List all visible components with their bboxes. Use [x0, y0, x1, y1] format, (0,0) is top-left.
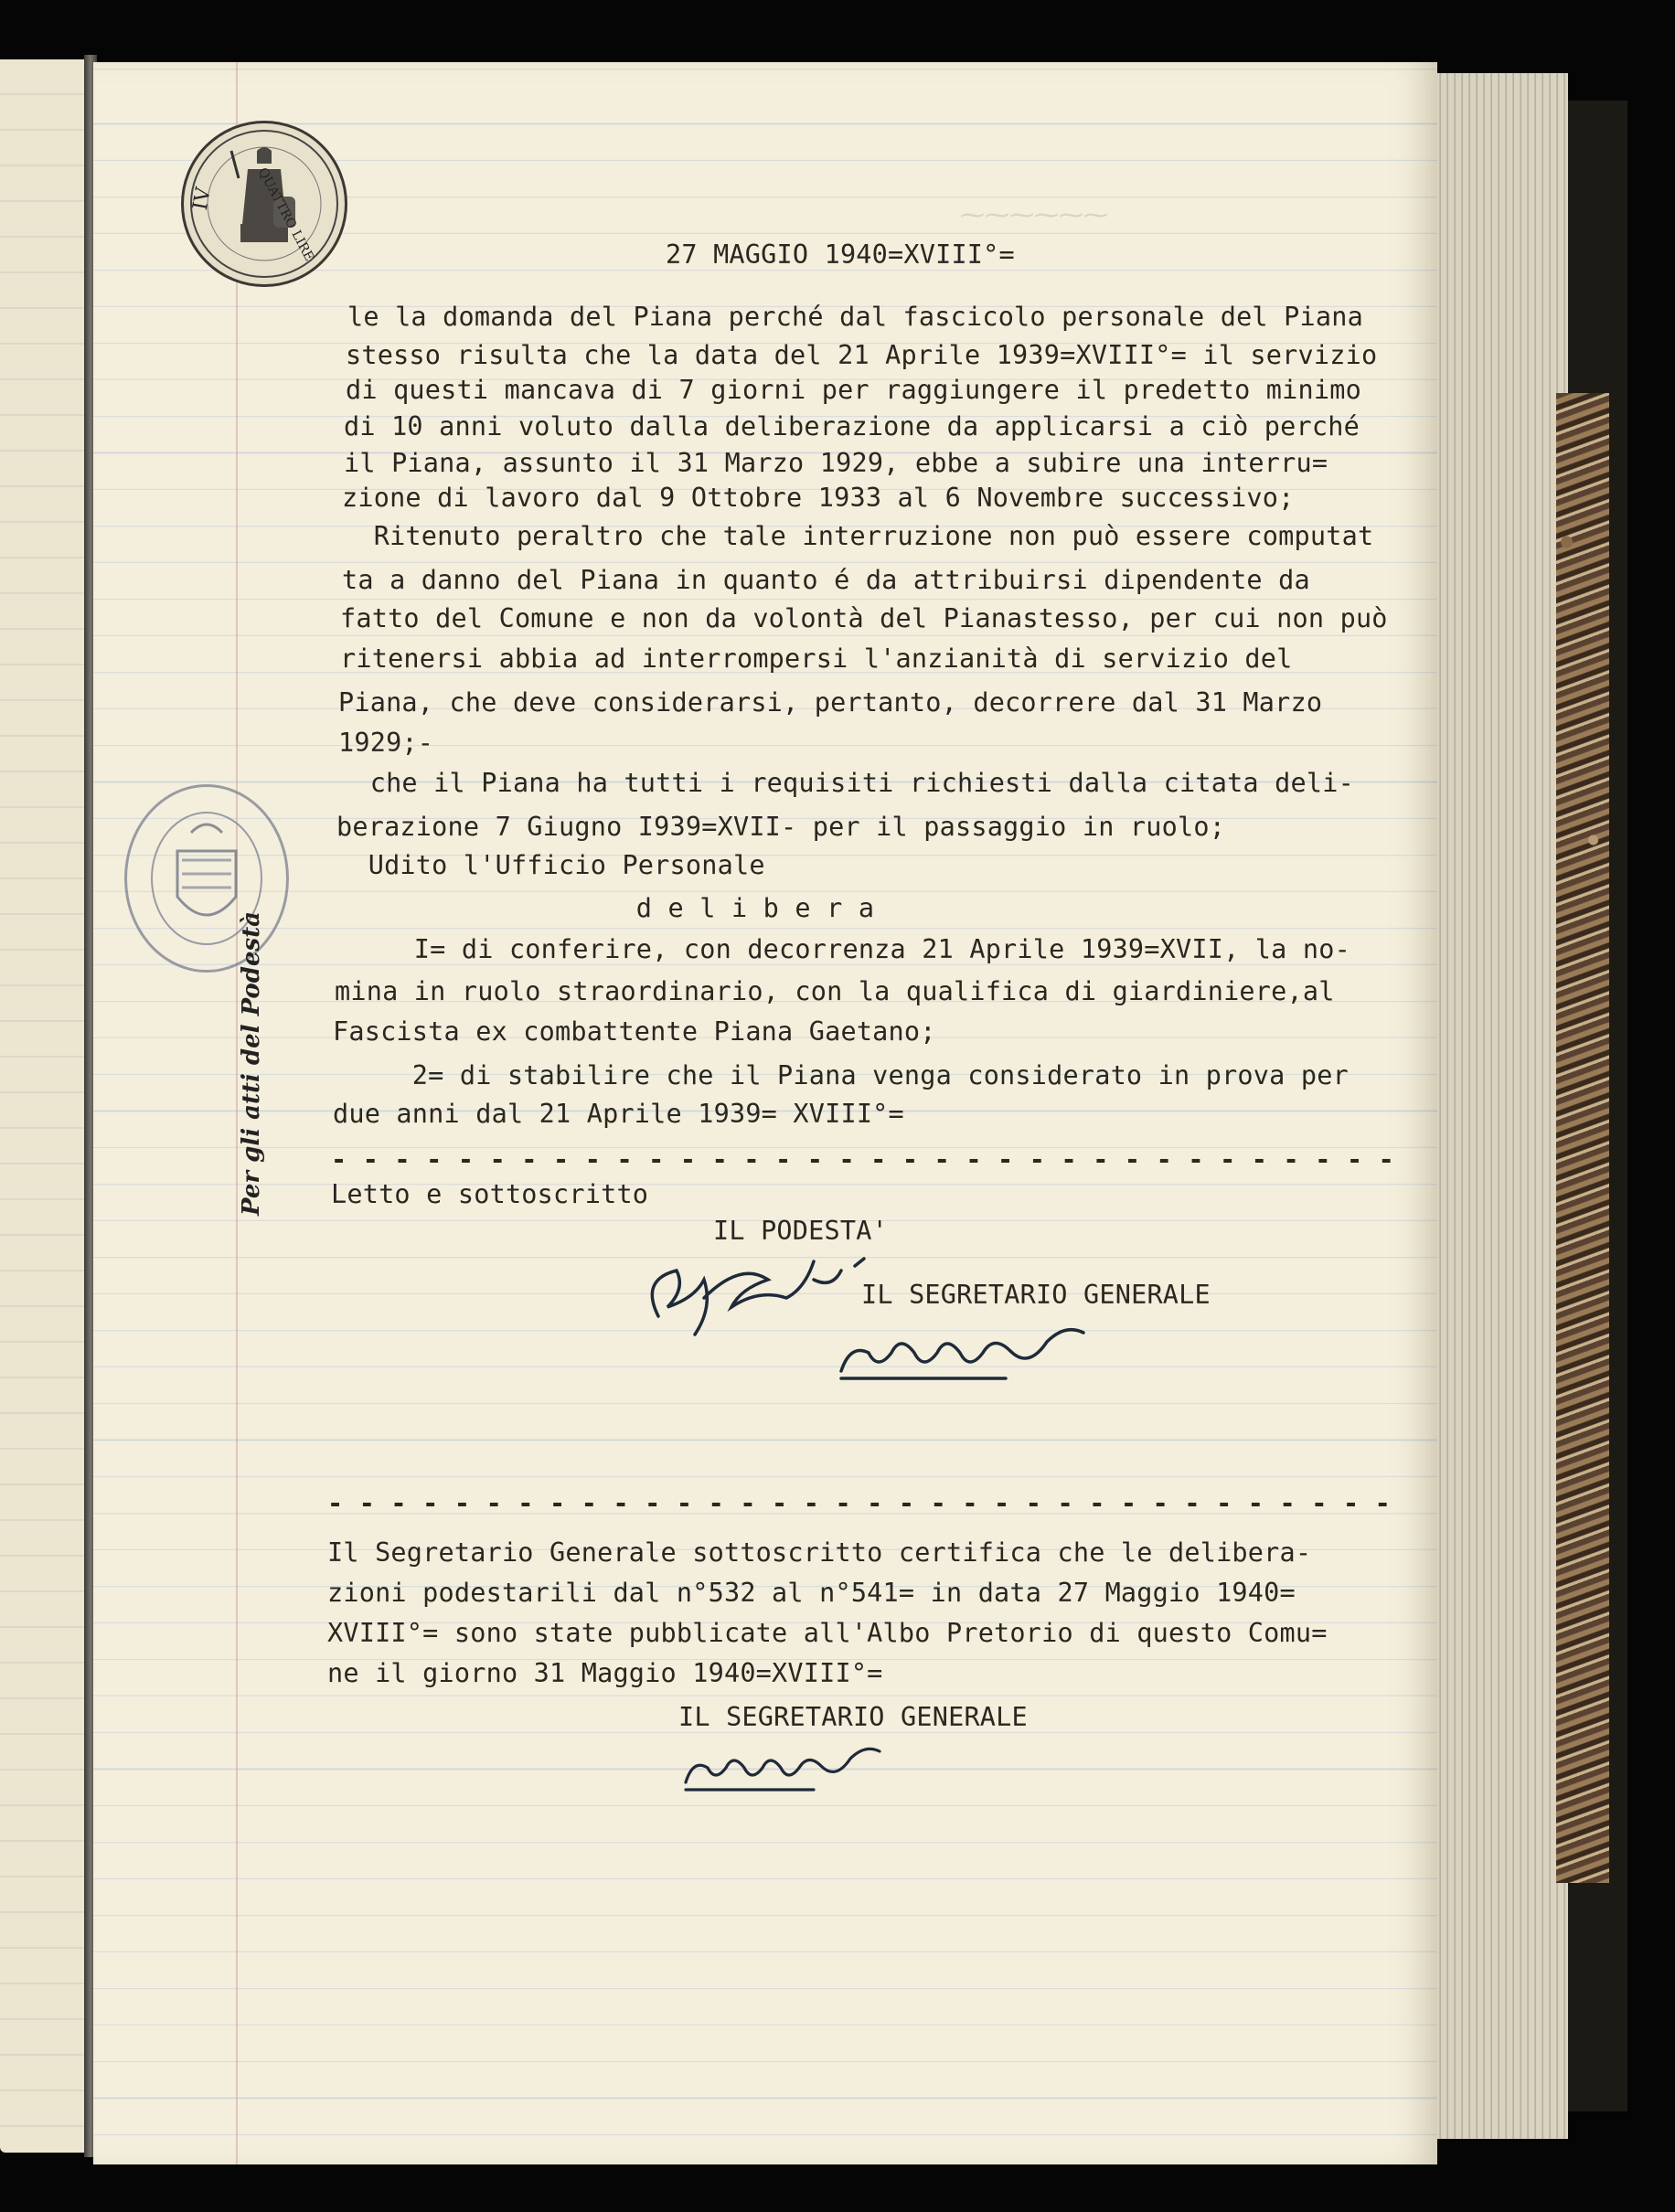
body-line: ta a danno del Piana in quanto é da attribuirsi dipendente da: [342, 565, 1310, 595]
body-line: Piana, che deve considerarsi, pertanto, decorrere dal 31 Marzo: [338, 687, 1323, 718]
tax-stamp-numeral: IV: [188, 186, 216, 212]
body-line: fatto del Comune e non da volontà del Pianastesso, per cui non può: [340, 603, 1388, 633]
body-line: Udito l'Ufficio Personale: [336, 850, 765, 880]
segretario-signature-2: [677, 1737, 896, 1801]
body-line: mina in ruolo straordinario, con la qualifica di giardiniere,al: [335, 976, 1335, 1006]
body-line: il Piana, assunto il 31 Marzo 1929, ebbe a subire una interru=: [344, 448, 1328, 478]
body-line: di questi mancava di 7 giorni per raggiungere il predetto minimo: [346, 375, 1361, 405]
body-line: di 10 anni voluto dalla deliberazione da applicarsi a ciò perché: [344, 411, 1360, 441]
letto-line: Letto e sottoscritto: [331, 1179, 649, 1209]
segretario-title-2: IL SEGRETARIO GENERALE: [678, 1702, 1028, 1732]
segretario-title: IL SEGRETARIO GENERALE: [861, 1280, 1211, 1310]
date-header: 27 MAGGIO 1940=XVIII°=: [666, 239, 1015, 270]
left-page: [0, 59, 91, 2153]
body-line: Fascista ex combattente Piana Gaetano;: [333, 1016, 936, 1047]
body-line: due anni dal 21 Aprile 1939= XVIII°=: [333, 1099, 904, 1129]
podesta-title: IL PODESTA': [713, 1216, 888, 1246]
deliberation-heading: d e l i b e r a: [335, 893, 875, 923]
body-line: Ritenuto peraltro che tale interruzione non può essere computat: [342, 521, 1374, 551]
body-line: 1929;-: [338, 728, 434, 758]
body-line: 2= di stabilire che il Piana venga considerato in prova per: [333, 1060, 1349, 1090]
body-line: ritenersi abbia ad interrompersi l'anzianità di servizio del: [340, 643, 1293, 674]
cert-line: Il Segretario Generale sottoscritto certifica che le delibera-: [327, 1537, 1312, 1568]
cert-line: ne il giorno 31 Maggio 1940=XVIII°=: [327, 1658, 883, 1688]
body-line: berazione 7 Giugno I939=XVII- per il passaggio in ruolo;: [336, 812, 1226, 842]
cert-line: XVIII°= sono state pubblicate all'Albo Pretorio di questo Comu=: [327, 1618, 1328, 1648]
dashed-separator-2: - - - - - - - - - - - - - - - - - - - - - - - - - - - - - - - - - -: [327, 1488, 1392, 1518]
cert-line: zioni podestarili dal n°532 al n°541= in data 27 Maggio 1940=: [327, 1578, 1296, 1608]
body-line: le la domanda del Piana perché dal fascicolo personale del Piana: [347, 302, 1363, 332]
body-line: che il Piana ha tutti i requisiti richiesti dalla citata deli-: [338, 768, 1354, 798]
bleed-through: ⁓⁓⁓⁓⁓⁓: [960, 201, 1108, 229]
marbled-edge: [1556, 393, 1609, 1883]
body-line: stesso risulta che la data del 21 Aprile 1939=XVIII°= il servizio: [346, 340, 1378, 370]
body-line: I= di conferire, con decorrenza 21 Aprile 1939=XVII, la no-: [335, 934, 1350, 964]
tax-stamp-value: QUATTRO LIRE: [254, 165, 317, 264]
body-line: zione di lavoro dal 9 Ottobre 1933 al 6 Novembre successivo;: [342, 483, 1295, 513]
dashed-separator: - - - - - - - - - - - - - - - - - - - - - - - - - - - - - - - - - -: [331, 1144, 1395, 1175]
margin-note: Per gli atti del Podestà: [238, 911, 265, 1216]
segretario-signature: [823, 1316, 1125, 1389]
tax-stamp: [181, 121, 347, 287]
